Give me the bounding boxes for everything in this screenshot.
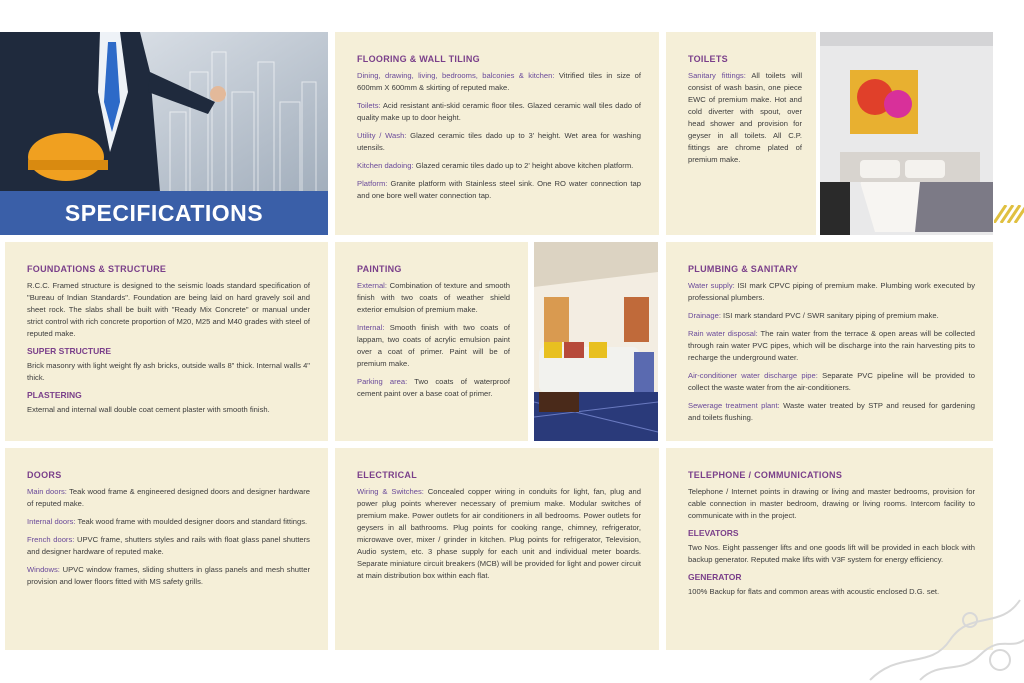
flooring-item-living: Dining, drawing, living, bedrooms, balconies & kitchen: Vitrified tiles in size of 600mm X 600mm & skirting of reputed make. xyxy=(357,71,641,92)
electrical-heading: ELECTRICAL xyxy=(357,470,417,480)
plumbing-panel xyxy=(666,242,993,441)
generator-heading: GENERATOR xyxy=(688,572,742,582)
plumbing-heading: PLUMBING & SANITARY xyxy=(688,264,799,274)
plumbing-item-rain-water: Rain water disposal: The rain water from the terrace & open areas will be collected through rain water PVC pipes, which will be discharge into the rain harvesting pits to recharge the underground water. xyxy=(688,329,975,362)
toilets-panel xyxy=(666,32,816,235)
bedroom-illustration xyxy=(820,32,993,235)
flooring-item-utility: Utility / Wash: Glazed ceramic tiles dado up to 3' height. Wet area for washing utensils. xyxy=(357,131,641,152)
plumbing-item-sewerage: Sewerage treatment plant: Waste water treated by STP and reused for gardening and toilets flushing. xyxy=(688,401,975,422)
living-room-illustration xyxy=(534,242,658,441)
electrical-text: Wiring & Switches: Concealed copper wiring in conduits for light, fan, plug and power plug points wherever necessary of premium make. Modular switches of premium make. Power outlets for air conditioners in all bedrooms. Power outlets for geysers in all bathrooms. Plug points for cooking range, chimney, refrigerator, microwave over, mixer / grinder in kitchen. Plug points for refrigerator, Television, Audio system, etc. 3 phase supply for each unit and individual meter boards. Separate miniature circuit breakers (MCB) will be provided for light and power circuit at main distribution box within each flat. xyxy=(357,487,641,580)
hero-image xyxy=(0,32,328,235)
plumbing-item-ac-discharge: Air-conditioner water discharge pipe: Separate PVC pipeline will be provided to collect the waste water from the air-conditioners. xyxy=(688,371,975,392)
foundations-panel xyxy=(5,242,328,441)
doors-item-windows: Windows: UPVC window frames, sliding shutters in glass panels and mesh shutter provision and lower floors fitted with MS safety grills. xyxy=(27,565,310,586)
plumbing-item-drainage: Drainage: ISI mark standard PVC / SWR sanitary piping of premium make. xyxy=(688,311,939,320)
generator-text: 100% Backup for flats and common areas with acoustic enclosed D.G. set. xyxy=(688,587,940,596)
elevators-text: Two Nos. Eight passenger lifts and one goods lift will be provided in each block with backup generator. Reputed make lifts with V3F system for energy efficiency. xyxy=(688,543,975,564)
page-title: SPECIFICATIONS xyxy=(0,191,328,235)
plastering-heading: PLASTERING xyxy=(27,390,82,400)
telephone-heading: TELEPHONE / COMMUNICATIONS xyxy=(688,470,843,480)
flooring-heading: FLOORING & WALL TILING xyxy=(357,54,480,64)
bedroom-photo xyxy=(820,32,993,235)
painting-item-parking: Parking area: Two coats of waterproof cement paint over a base coat of primer. xyxy=(357,377,510,398)
painting-panel xyxy=(335,242,528,441)
doors-item-french: French doors: UPVC frame, shutters styles and rails with float glass panel shutters and designer hardware of reputed make. xyxy=(27,535,310,556)
painting-heading: PAINTING xyxy=(357,264,402,274)
super-structure-text: Brick masonry with light weight fly ash bricks, outside walls 8" thick. Internal walls 4" thick. xyxy=(27,361,310,382)
flooring-item-kitchen: Kitchen dadoing: Glazed ceramic tiles dado up to 2' height above kitchen platform. xyxy=(357,161,634,170)
toilets-heading: TOILETS xyxy=(688,54,728,64)
toilets-text: Sanitary fittings: All toilets will consist of wash basin, one piece EWC of premium make. Hot and cold diverter with spout, over head shower and provision for geyser in all toilets. All C.P. fittings are chrome plated of premium make. xyxy=(688,71,803,164)
painting-item-internal: Internal: Smooth finish with two coats of lappam, two coats of acrylic emulsion paint over a coat of primer. Paint will be of premium make. xyxy=(357,323,510,368)
flooring-item-toilets: Toilets: Acid resistant anti-skid ceramic floor tiles. Glazed ceramic wall tiles dado of quality make up to door height. xyxy=(357,101,641,122)
doors-item-internal: Internal doors: Teak wood frame with moulded designer doors and standard fittings. xyxy=(27,517,308,526)
super-structure-heading: SUPER STRUCTURE xyxy=(27,346,112,356)
floral-ornament xyxy=(860,560,1024,683)
painting-item-external: External: Combination of texture and smooth finish with two coats of weather shield exterior emulsion of premium make. xyxy=(357,281,510,314)
plastering-text: External and internal wall double coat cement plaster with smooth finish. xyxy=(27,405,270,414)
elevators-heading: ELEVATORS xyxy=(688,528,739,538)
foundations-heading: FOUNDATIONS & STRUCTURE xyxy=(27,264,167,274)
telephone-text: Telephone / Internet points in drawing or living and master bedrooms, provision for cable connection in master bedroom, drawing or living rooms. Intercom facility to communicate with in the project. xyxy=(688,487,975,520)
doors-item-main: Main doors: Teak wood frame & engineered designed doors and designer hardware of reputed make. xyxy=(27,487,310,508)
flooring-item-platform: Platform: Granite platform with Stainless steel sink. One RO water connection tap and one bore well water connection tap. xyxy=(357,179,641,200)
stripe-ornament xyxy=(994,205,1024,223)
living-room-photo xyxy=(534,242,658,441)
doors-heading: DOORS xyxy=(27,470,62,480)
electrical-panel xyxy=(335,448,659,650)
foundations-text: R.C.C. Framed structure is designed to the seismic loads standard specification of "Bureau of Indian Standards". Foundation are being laid on hard gravely soil and sheet rock. The slabs shall be built with "Ready Mix Concrete" or manual under strict control with rich concrete proportion of M20, M25 and M40 grades with steel of reputed make. xyxy=(27,281,310,338)
flooring-panel xyxy=(335,32,659,235)
doors-panel xyxy=(5,448,328,650)
plumbing-item-water-supply: Water supply: ISI mark CPVC piping of premium make. Plumbing work executed by professional plumbers. xyxy=(688,281,975,302)
